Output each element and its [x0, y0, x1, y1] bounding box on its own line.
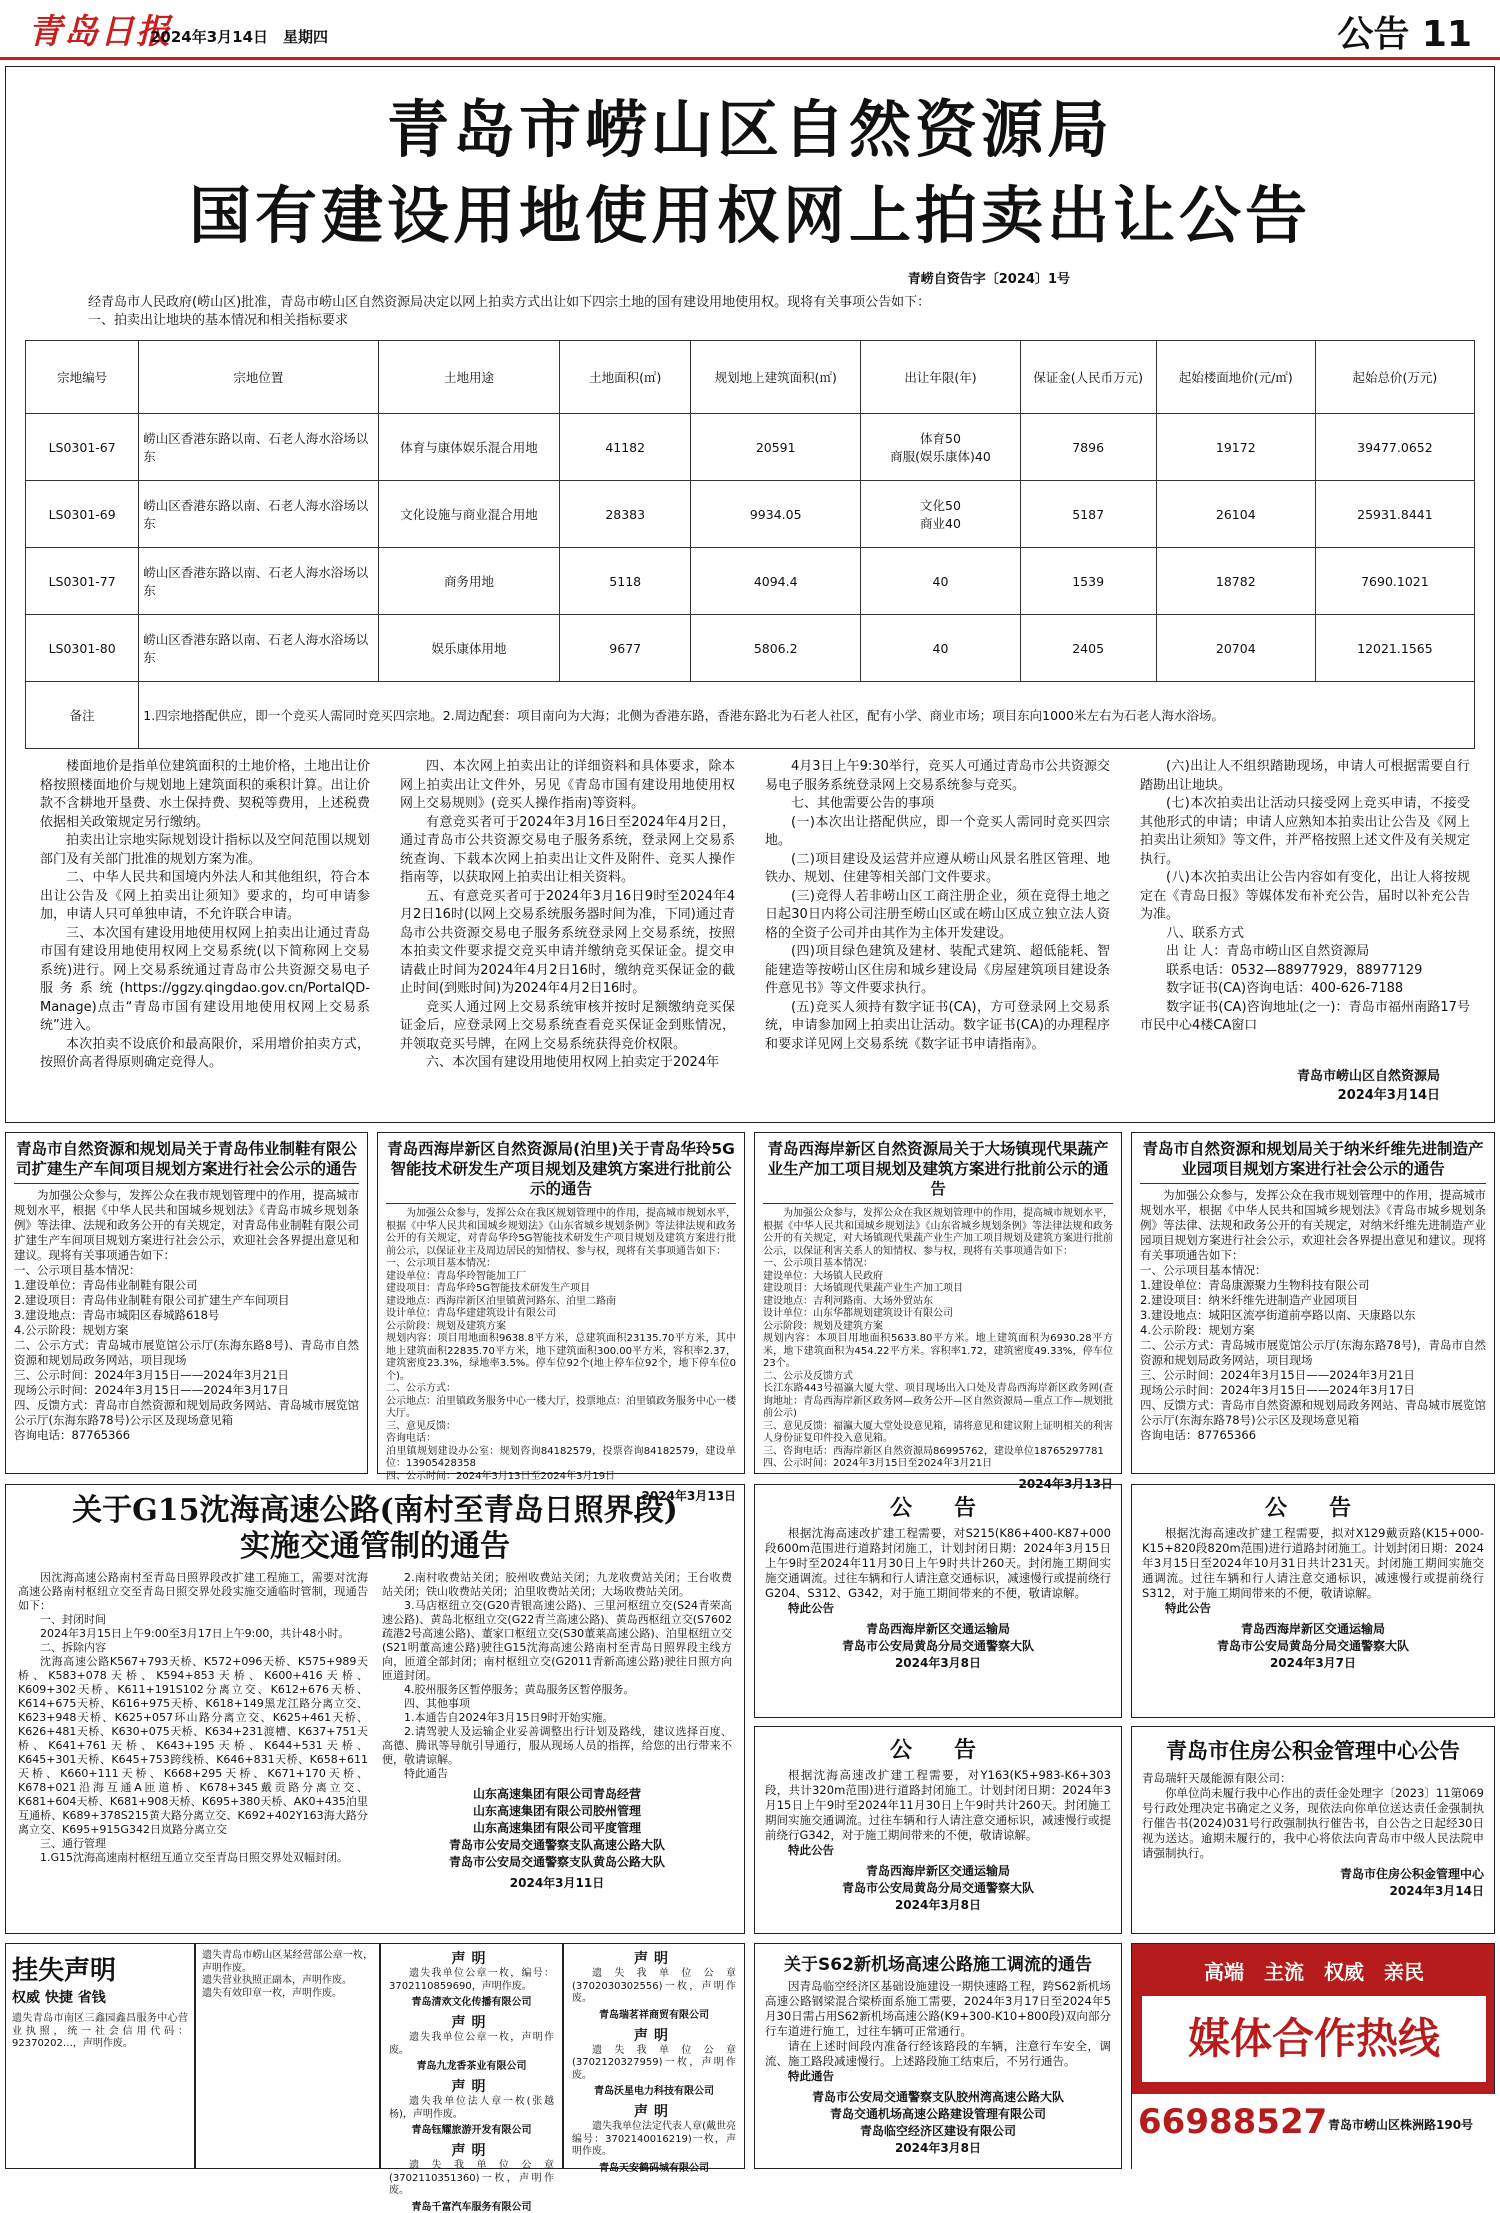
table-row [26, 615, 1475, 682]
table-header-cell: 保证金(人民币万元) [1020, 341, 1156, 414]
table-body [26, 414, 1475, 682]
notice-dachang-fruit [754, 1132, 1122, 1491]
g15-date: 2024年3月11日 [509, 1876, 605, 1890]
notice-line: 泊里镇规划建设办公室：规划咨询84182579，投票咨询84182579，建设单位：13905428358 [386, 1445, 736, 1469]
paragraph: (三)竞得人若非崂山区工商注册企业，须在竞得土地之日起30日内将公司注册至崂山区或在崂山区成立独立法人资格的全资子公司并由其作为主体开发建设。 [765, 888, 1110, 941]
main-title-2: 国有建设用地使用权网上拍卖出让公告 [188, 179, 1311, 252]
notice-line: 1.建设单位：青岛伟业制鞋有限公司 [14, 1278, 198, 1292]
table-cell: 39477.0652 [1315, 414, 1474, 481]
table-cell: 1539 [1020, 548, 1156, 615]
section-label: 公告 11 [1337, 14, 1472, 55]
table-cell: 19172 [1156, 414, 1315, 481]
announcement-title: 公 告 [889, 1496, 986, 1521]
table-row [26, 414, 1475, 481]
main-column-1 [40, 758, 370, 1073]
g15-sign: 山东高速集团有限公司平度管理 [472, 1821, 641, 1835]
notice-body [1140, 1188, 1486, 1443]
notice-line: 四、公示时间：2024年3月13日至2024年3月19日 [386, 1470, 616, 1482]
notice-line: 三、咨询电话：西海岸新区自然资源局86995762，建设单位18765297781 [763, 1445, 1104, 1457]
paragraph: 三、本次国有建设用地使用权网上拍卖出让通过青岛市国有建设用地使用权网上交易系统(以下简称网上交易系统)进行。网上交易系统通过青岛市公共资源交易电子服务系统(https://ggzy.qingdao.gov.cn/PortalQD-Manage)点击“青岛市国有建设用地使用权网上交易系统”进入。 [40, 925, 370, 1033]
declarations-column-2 [563, 1943, 745, 2174]
paragraph: 六、本次国有建设用地使用权网上拍卖定于2024年 [426, 1055, 720, 1070]
notice-line: 为加强公众参与，发挥公众在我区规划管理中的作用，提高城市规划水平，根据《中华人民共和国城乡规划法》《山东省城乡规划条例》等法律法规和政务公开的有关规定，对大场镇现代果蔬产业生产加工项目规划及建筑方案进行批前公示，以保证利害关系人的知情权、参与权，现将有关事项通告如下： [763, 1208, 1113, 1257]
lost-notice-item: 遗失营业执照正副本，声明作废。 [202, 1975, 352, 1986]
g15-line: 一、封闭时间 [40, 1613, 106, 1626]
g15-line: 2024年3月15日上午9:00至3月17日上午9:00，共计48小时。 [40, 1627, 350, 1640]
notice-line: 一、公示项目基本情况： [1140, 1263, 1267, 1277]
paragraph: 数字证书(CA)咨询电话：400-626-7188 [1166, 981, 1404, 996]
paragraph: 四、本次网上拍卖出让的详细资料和具体要求，除本网上拍卖出让文件外，另见《青岛市国有建设用地使用权网上交易规则》(竞买人操作指南)等资料。 [400, 759, 735, 811]
table-header-cell: 起始总价(万元) [1315, 341, 1474, 414]
announcement-end: 特此公告 [1165, 1601, 1211, 1615]
announcement-date: 2024年3月8日 [894, 1898, 982, 1912]
g15-sign: 青岛市公安局交通警察支队高速公路大队 [448, 1838, 665, 1852]
announcement-body: 根据沈海高速改扩建工程需要，对S215(K86+400-K87+000段600m范围进行道路封闭施工，计划封闭日期：2024年3月15日上午9时至2024年11月30日上午9时共计260天。封闭施工期间实施交通调流。过往车辆和行人请注意交通标识，减速慢行或提前绕行G204、S312、G342，对于施工期间带来的不便，敬请谅解。 [765, 1526, 1111, 1600]
notice-line: 建设单位：大场镇人民政府 [763, 1270, 883, 1282]
notice-line: 3.建设地点：青岛市城阳区春城路618号 [14, 1308, 220, 1322]
paragraph: 4月3日上午9:30举行，竞买人可通过青岛市公共资源交易电子服务系统登录网上交易系统参与竞买。 [765, 759, 1110, 793]
g15-columns [18, 1571, 732, 1891]
s62-body-2: 请在上述时间段内准备行经该路段的车辆，注意行车安全，调流、施工路段减速慢行。上述路段施工结束后，不另行通告。 [765, 2039, 1111, 2068]
lost-notice-item: 遗失青岛市南区三鑫园鑫昌服务中心营业执照，统一社会信用代码：92370202…，声明作废。 [12, 2013, 188, 2049]
paragraph: 五、有意竞买者可于2024年3月16日9时至2024年4月2日16时(以网上交易系统服务器时间为准，下同)通过青岛市公共资源交易电子服务系统登录网上交易系统，按照本拍卖文件要求提交竞买申请并缴纳竞买保证金。提交申请截止时间为2024年4月2日16时，缴纳竞买保证金的截止时间(到账时间)为2024年4月2日16时。 [400, 888, 735, 996]
notice-title: 青岛市自然资源和规划局关于青岛伟业制鞋有限公司扩建生产车间项目规划方案进行社会公示的通告 [14, 1139, 359, 1184]
notice-line: 四、公示时间：2024年3月15日至2024年3月21日 [763, 1458, 993, 1469]
paragraph: 出 让 人：青岛市崂山区自然资源局 [1166, 944, 1370, 959]
notice-line: 4.公示阶段：规划方案 [14, 1323, 129, 1337]
paragraph: 拍卖出让宗地实际规划设计指标以及空间范围以规划部门及有关部门批准的规划方案为准。 [40, 833, 370, 867]
notice-line: 一、公示项目基本情况： [386, 1258, 496, 1269]
s62-body: 因青岛临空经济区基础设施建设一期快速路工程，跨S62新机场高速公路钢梁混合梁桥面系施工需要，2024年3月17日至2024年5月30日需占用S62新机场高速公路(K9+300-K10+800段)双向部分行车道进行施工，过往车辆可正常通行。 [765, 1979, 1111, 2038]
table-header-cell: 出让年限(年) [861, 341, 1020, 414]
notice-title: 青岛市自然资源和规划局关于纳米纤维先进制造产业园项目规划方案进行社会公示的通告 [1140, 1139, 1486, 1184]
table-cell: 20591 [690, 414, 861, 481]
g15-line: 2.请驾驶人及运输企业妥善调整出行计划及路线，建议选择百度、高德、腾讯等导航引导通行，服从现场人员的指挥，给您的出行带来不便，敬请谅解。 [382, 1725, 732, 1766]
declarations-column-1 [380, 1943, 563, 2213]
ad-phone[interactable]: 66988527 [1138, 2102, 1328, 2142]
table-cell: 12021.1565 [1315, 615, 1474, 682]
announcement-end: 特此公告 [788, 1601, 834, 1615]
table-cell: 4094.4 [690, 548, 861, 615]
declaration-title: 声明 [451, 1951, 492, 1967]
table-header-cell: 规划地上建筑面积(㎡) [690, 341, 861, 414]
announcement-sign-1: 青岛西海岸新区交通运输局 [865, 1864, 1010, 1878]
paragraph: 楼面地价是指单位建筑面积的土地价格，土地出让价格按照楼面地价与规划地上建筑面积的乘积计算。出让价款不含耕地开垦费、水土保持费、契税等费用，上述税费依据相关政策规定另行缴纳。 [40, 759, 370, 830]
announcement-body: 根据沈海高速改扩建工程需要，对Y163(K5+983-K6+303段，共计320m范围)进行道路封闭施工。计划封闭日期：2024年3月15日上午9时至2024年11月30日上午9时共计260天。封闭施工期间实施交通调流。过往车辆和行人请注意交通标识，减速慢行或提前绕行G342，对于施工期间带来的不便，敬请谅解。 [765, 1768, 1111, 1842]
declaration-signer: 青岛九龙香茶业有限公司 [416, 2061, 527, 2072]
paragraph: (一)本次出让搭配供应，即一个竞买人需同时竞买四宗地。 [765, 814, 1110, 848]
g15-line: 1.G15沈海高速南村枢纽互通立交至青岛日照交界处双幅封闭。 [40, 1851, 349, 1864]
table-cell: 文化50 商业40 [861, 481, 1020, 548]
table-cell: 崂山区香港东路以南、石老人海水浴场以东 [139, 615, 378, 682]
s62-traffic-notice [754, 1943, 1122, 2169]
table-cell: 5118 [560, 548, 690, 615]
g15-line: 因沈海高速公路南村至青岛日照界段改扩建工程施工，需要对沈海高速公路南村枢纽立交至青岛日照交界处段实施交通临时管制，现通告如下： [18, 1571, 368, 1612]
declaration-text: 遗失我单位公章一枚，声明作废。 [389, 2032, 554, 2056]
declaration-text: 遗失我单位法人章一枚(张越杨)，声明作废。 [389, 2096, 554, 2120]
housing-fund-notice [1131, 1726, 1495, 1934]
notice-line: 咨询电话：87765366 [14, 1428, 131, 1442]
intro-text [88, 294, 1408, 330]
g15-line: 四、其他事项 [404, 1697, 470, 1710]
paragraph: (五)竞买人须持有数字证书(CA)，方可登录网上交易系统，申请参加网上拍卖出让活动。数字证书(CA)的办理程序和要求详见网上交易系统《数字证书申请指南》。 [765, 999, 1110, 1052]
table-cell: 7690.1021 [1315, 548, 1474, 615]
table-cell: 崂山区香港东路以南、石老人海水浴场以东 [139, 414, 378, 481]
main-sign-date: 2024年3月14日 [1337, 1087, 1440, 1103]
main-column-4 [1140, 758, 1470, 1036]
g15-line: 沈海高速公路K567+793天桥、K572+096天桥、K575+989天桥、K583+078天桥、K594+853天桥、K600+416天桥、K609+302天桥、K611+191S102分离立交、K612+676天桥、K614+675天桥、K616+975天桥、K618+149黑龙江路分离立交、K623+948天桥、K625+057环山路分离立交、K625+461天桥、K626+481天桥、K630+075天桥、K634+231渡槽、K637+751天桥、K641+761天桥、K643+195天桥、K644+531天桥、K645+301天桥、K645+753跨线桥、K646+831天桥、K658+611天桥、K660+111天桥、K668+295天桥、K671+170天桥、K678+021沿海互通A匝道桥、K678+345戴贡路分离立交、K681+604天桥、K681+908天桥、K695+380天桥、AK0+435泊里互通桥、K689+378S215黄大路分离立交、K692+402Y163海大路分离立交、K695+915G342日岚路分离立交 [18, 1655, 368, 1836]
intro-line-1: 经青岛市人民政府(崂山区)批准，青岛市崂山区自然资源局决定以网上拍卖方式出让如下四宗土地的国有建设用地使用权。现将有关事项公告如下： [88, 295, 931, 310]
media-hotline-ad [1131, 1943, 1495, 2169]
table-cell: LS0301-67 [26, 414, 139, 481]
notice-nanofiber [1131, 1132, 1495, 1474]
paragraph: (六)出让人不组织踏勘现场，申请人可根据需要自行踏勘出让地块。 [1140, 759, 1470, 793]
paragraph: (四)项目绿色建筑及建材、装配式建筑、超低能耗、智能建造等按崂山区住房和城乡建设局《房屋建筑项目建设条件意见书》等文件要求执行。 [765, 944, 1110, 996]
notice-line: 4.公示阶段：规划方案 [1140, 1323, 1255, 1337]
notice-line: 公示阶段：规划及建筑方案 [763, 1320, 883, 1332]
notice-line: 一、公示项目基本情况： [763, 1258, 873, 1269]
table-header-cell: 起始楼面地价(元/㎡) [1156, 341, 1315, 414]
note-label: 备注 [26, 682, 139, 749]
declaration-text: 遗失我单位公章一枚，编号：3702110859690，声明作废。 [389, 1968, 554, 1992]
notice-line: 一、公示项目基本情况： [14, 1263, 141, 1277]
notice-hualing-5g [377, 1132, 745, 1503]
lost-notice-slogan: 权威 快捷 省钱 [12, 1990, 106, 2006]
paragraph: 联系电话：0532—88977929，88977129 [1166, 962, 1423, 978]
declaration-title: 声明 [451, 2079, 492, 2095]
table-cell: 崂山区香港东路以南、石老人海水浴场以东 [139, 481, 378, 548]
notice-line: 二、公示方式： [386, 1383, 456, 1394]
declaration-signer: 青岛天安鹤码城有限公司 [599, 2162, 709, 2174]
ad-title: 媒体合作热线 [1142, 1996, 1486, 2082]
declaration-title: 声明 [451, 2015, 492, 2031]
table-cell: 26104 [1156, 481, 1315, 548]
note-text: 1.四宗地搭配供应，即一个竞买人需同时竞买四宗地。2.周边配套：项目南向为大海；北侧为香港东路，香港东路北为石老人社区，配有小学、商业市场；项目东向1000米左右为石老人海水浴场。 [139, 682, 1475, 749]
notice-date: 2024年3月13日 [1018, 1476, 1113, 1491]
issue-date: 2024年3月14日 星期四 [150, 28, 329, 46]
paragraph: 本次拍卖不设底价和最高限价，采用增价拍卖方式，按照价高者得原则确定竞得人。 [40, 1036, 370, 1070]
table-header-cell: 宗地位置 [139, 341, 378, 414]
notice-line: 四、反馈方式：青岛市自然资源和规划局政务网站、青岛城市展览馆公示厅(东海东路78号)公示区及现场意见箱 [14, 1398, 359, 1427]
table-note-row [26, 682, 1475, 749]
paragraph: (八)本次拍卖出让公告内容如有变化，出让人将按规定在《青岛日报》等媒体发布补充公告，届时以补充公告为准。 [1140, 870, 1470, 922]
announcement-end: 特此公告 [788, 1843, 834, 1857]
notice-line: 二、公示及反馈方式 [763, 1370, 853, 1382]
table-header-row [26, 341, 1475, 414]
announcement-sign-2: 青岛市公安局黄岛分局交通警察大队 [1216, 1639, 1409, 1653]
declaration-signer: 青岛瑞茗祥商贸有限公司 [599, 2009, 709, 2021]
lost-notice-heading: 挂失声明 [12, 1956, 117, 1986]
announcement-x129 [1131, 1484, 1495, 1718]
s62-sign-2: 青岛交通机场高速公路建设管理有限公司 [829, 2107, 1046, 2121]
table-cell: 40 [861, 615, 1020, 682]
paragraph: (七)本次拍卖出让活动只接受网上竞买申请，不接受其他形式的申请；申请人应熟知本拍卖出让公告及《网上拍卖出让须知》等文件，并严格按照上述文件及有关规定执行。 [1140, 796, 1470, 867]
g15-right-column [382, 1571, 732, 1891]
s62-sign-1: 青岛市公安局交通警察支队胶州湾高速公路大队 [811, 2090, 1064, 2104]
declaration-signer: 青岛沃星电力科技有限公司 [594, 2086, 714, 2097]
notice-line: 为加强公众参与，发挥公众在我市规划管理中的作用，提高城市规划水平，根据《中华人民共和国城乡规划法》《青岛市城乡规划条例》等法律、法规和政务公开的有关规定，对青岛伟业制鞋有限公司扩建生产车间项目规划方案进行社会公示，欢迎社会各界提出意见和建议。现将有关事项通告如下： [14, 1188, 359, 1262]
notice-shoe-factory [5, 1132, 368, 1474]
notice-body [14, 1188, 359, 1443]
notice-body [386, 1208, 736, 1483]
notice-line: 规划内容：项目用地面积9638.8平方米，总建筑面积23135.70平方米，其中地上建筑面积22835.70平方米，地下建筑面积300.00平方米，容积率2.37，建筑密度23.3%，绿地率3.5%。停车位92个(地上停车位92个，地下停车位0个)。 [386, 1333, 736, 1382]
paragraph: 有意竞买者可于2024年3月16日至2024年4月2日，通过青岛市公共资源交易电子服务系统，登录网上交易系统查询、下载本次网上拍卖出让文件及附件、竞买人操作指南等，以获取网上拍卖出让相关资料。 [400, 814, 735, 885]
table-cell: 9677 [560, 615, 690, 682]
notice-line: 建设地点：吉利河路南、大场外贸站东 [763, 1295, 933, 1307]
g15-line: 4.胶州服务区暂停服务；黄岛服务区暂停服务。 [404, 1683, 635, 1696]
g15-line: 2.南村收费站关闭；胶州收费站关闭；九龙收费站关闭；王台收费站关闭；铁山收费站关闭；泊里收费站关闭；大场收费站关闭。 [382, 1571, 732, 1598]
g15-line: 特此通告 [404, 1767, 448, 1780]
table-cell: 18782 [1156, 548, 1315, 615]
table-cell: LS0301-80 [26, 615, 139, 682]
notice-line: 建设单位：青岛华玲智能加工厂 [386, 1270, 526, 1282]
table-cell: 7896 [1020, 414, 1156, 481]
main-signature [1140, 1068, 1440, 1105]
table-cell: 2405 [1020, 615, 1156, 682]
table-cell: 25931.8441 [1315, 481, 1474, 548]
table-cell: 41182 [560, 414, 690, 481]
lost-notice-ad [5, 1943, 195, 2169]
g15-line: 1.本通告自2024年3月15日9时开始实施。 [404, 1711, 614, 1724]
notice-line: 二、公示方式：青岛城市展览馆公示厅(东海东路78号)，青岛市自然资源和规划局政务网站，项目现场 [1140, 1338, 1486, 1367]
notice-line: 建设项目：青岛华玲5G智能技术研发生产项目 [386, 1283, 591, 1294]
g15-sign: 青岛市公安局交通警察支队黄岛公路大队 [448, 1855, 665, 1869]
table-cell: 9934.05 [690, 481, 861, 548]
s62-sign-3: 青岛临空经济区建设有限公司 [859, 2124, 1016, 2138]
paragraph: 竞买人通过网上交易系统审核并按时足额缴纳竞买保证金后，应登录网上交易系统查看竞买保证金到账情况，并领取竞买号牌，在网上交易系统获得竞价权限。 [400, 999, 735, 1052]
notice-line: 1.建设单位：青岛康源聚力生物科技有限公司 [1140, 1278, 1370, 1292]
land-table [25, 340, 1475, 749]
notice-line: 2.建设项目：青岛伟业制鞋有限公司扩建生产车间项目 [14, 1293, 290, 1307]
table-cell: 体育50 商服(娱乐康体)40 [861, 414, 1020, 481]
notice-line: 咨询电话： [386, 1433, 436, 1444]
g15-line: 二、拆除内容 [40, 1641, 106, 1654]
notice-line: 公示地点：泊里镇政务服务中心一楼大厅，投票地点：泊里镇政务服务中心一楼大厅。 [386, 1395, 736, 1419]
table-cell: 5187 [1020, 481, 1156, 548]
table-header-cell: 土地面积(㎡) [560, 341, 690, 414]
table-cell: 崂山区香港东路以南、石老人海水浴场以东 [139, 548, 378, 615]
main-title-1: 青岛市崂山区自然资源局 [386, 93, 1113, 166]
table-cell: 5806.2 [690, 615, 861, 682]
announcement-date: 2024年3月8日 [894, 1656, 982, 1670]
table-cell: 娱乐康体用地 [378, 615, 560, 682]
declaration-title: 声明 [634, 2104, 674, 2120]
notice-line: 三、意见反馈：福瀛大厦大堂处设意见箱，请将意见和建议附上证明相关的利害人身份证复印件投入意见箱。 [763, 1420, 1113, 1444]
notice-line: 2.建设项目：纳米纤维先进制造产业园项目 [1140, 1293, 1358, 1307]
paragraph: (二)项目建设及运营并应遵从崂山风景名胜区管理、地铁办、规划、住建等相关部门文件要求。 [765, 851, 1110, 885]
announcement-title: 公 告 [1264, 1496, 1361, 1521]
announcement-y163 [754, 1726, 1122, 1934]
main-sign-org: 青岛市崂山区自然资源局 [1296, 1069, 1440, 1084]
notice-line: 四、反馈方式：青岛市自然资源和规划局政务网站、青岛城市展览馆公示厅(东海东路78号)公示区及现场意见箱 [1140, 1398, 1486, 1427]
notice-line: 现场公示时间：2024年3月15日——2024年3月17日 [14, 1383, 289, 1397]
declaration-signer: 青岛清欢文化传播有限公司 [411, 1997, 532, 2008]
s62-date: 2024年3月8日 [894, 2141, 982, 2155]
table-row [26, 548, 1475, 615]
announcement-s215 [754, 1484, 1122, 1718]
s62-title: 关于S62新机场高速公路施工调流的通告 [784, 1955, 1092, 1975]
announcement-date: 2024年3月7日 [1269, 1656, 1357, 1670]
notice-line: 三、公示时间：2024年3月15日——2024年3月21日 [1140, 1368, 1415, 1382]
housing-fund-addressee: 青岛瑞轩天晟能源有限公司： [1142, 1771, 1292, 1785]
main-column-3 [765, 758, 1110, 1054]
notice-line: 二、公示方式：青岛城市展览馆公示厅(东海东路8号)、青岛市自然资源和规划局政务网站，项目现场 [14, 1338, 359, 1367]
announcement-sign-1: 青岛西海岸新区交通运输局 [865, 1622, 1010, 1636]
g15-right-text [382, 1571, 732, 1781]
notice-line: 设计单位：山东华都规划建筑设计有限公司 [763, 1308, 953, 1319]
notice-line: 公示阶段：规划及建筑方案 [386, 1320, 506, 1332]
declaration-title: 声明 [634, 1951, 674, 1967]
housing-fund-title: 青岛市住房公积金管理中心公告 [1166, 1739, 1460, 1763]
housing-fund-sign: 青岛市住房公积金管理中心 [1339, 1867, 1484, 1881]
paragraph: 八、联系方式 [1166, 925, 1245, 941]
table-cell: LS0301-69 [26, 481, 139, 548]
g15-line: 三、通行管理 [40, 1837, 106, 1850]
announcement-title: 公 告 [889, 1738, 986, 1763]
declaration-text: 遗失我单位公章(3702120327959)一枚，声明作废。 [572, 2044, 736, 2081]
paragraph: 数字证书(CA)咨询地址(之一)：青岛市福州南路17号市民中心4楼CA窗口 [1140, 999, 1470, 1033]
main-column-2 [400, 758, 735, 1073]
notice-line: 为加强公众参与，发挥公众在我市规划管理中的作用，提高城市规划水平，根据《中华人民共和国城乡规划法》《青岛市城乡规划条例》等法律、法规和政务公开的有关规定，对纳米纤维先进制造产业园项目规划方案进行社会公示，欢迎社会各界提出意见和建议。现将有关事项通告如下： [1140, 1188, 1486, 1262]
notice-line: 建设项目：大场镇现代果蔬产业生产加工项目 [763, 1283, 963, 1294]
lost-notice-list [195, 1943, 380, 2169]
g15-sign: 山东高速集团有限公司青岛经营 [472, 1787, 641, 1801]
announcement-sign-2: 青岛市公安局黄岛分局交通警察大队 [841, 1639, 1034, 1653]
housing-fund-body: 你单位尚未履行我中心作出的责任金处理字〔2023〕11第069号行政处理决定书确定之义务，现依法向你单位送达责任金强制执行催告书(2024)031号行政强制执行催告书，自公告之日起经30日视为送达。逾期未履行的，我中心将依法向青岛市中级人民法院申请强制执行。 [1142, 1786, 1484, 1860]
notice-line: 规划内容：本项目用地面积5633.80平方米。地上建筑面积为6930.28平方米，地下建筑面积为454.22平方米。容积率1.72，建筑密度49.33%，停车位23个。 [763, 1333, 1113, 1369]
declaration-title: 声明 [634, 2027, 674, 2044]
declaration-text: 遗失我单位公章(3702030302556)一枚，声明作废。 [572, 1968, 736, 2004]
announcement-sign-1: 青岛西海岸新区交通运输局 [1240, 1622, 1385, 1636]
table-cell: 体育与康体娱乐混合用地 [378, 414, 560, 481]
table-row [26, 481, 1475, 548]
housing-fund-date: 2024年3月14日 [1389, 1884, 1484, 1898]
table-cell: 40 [861, 548, 1020, 615]
declaration-text: 遗失我单位公章(3702110351360)一枚，声明作废。 [389, 2160, 554, 2196]
intro-line-2: 一、拍卖出让地块的基本情况和相关指标要求 [88, 313, 349, 328]
table-cell: 20704 [1156, 615, 1315, 682]
declaration-signer: 青岛钰耀旅游开发有限公司 [411, 2125, 532, 2136]
notice-line: 三、意见反馈： [386, 1420, 456, 1432]
notice-line: 咨询电话：87765366 [1140, 1428, 1257, 1442]
lost-notice-item: 遗失有效印章一枚，声明作废。 [202, 1987, 342, 1999]
notice-line: 设计单位：青岛华建建筑设计有限公司 [386, 1308, 556, 1319]
paragraph: 二、中华人民共和国境内外法人和其他组织，符合本出让公告及《网上拍卖出让须知》要求的，均可申请参加，申请人只可单独申请，不允许联合申请。 [40, 870, 370, 922]
notice-date: 2024年3月13日 [641, 1489, 736, 1503]
table-cell: 文化设施与商业混合用地 [378, 481, 560, 548]
lost-notice-item: 遗失青岛市崂山区某经营部公章一枚，声明作废。 [202, 1950, 373, 1974]
table-cell: 商务用地 [378, 548, 560, 615]
notice-line: 为加强公众参与，发挥公众在我区规划管理中的作用，提高城市规划水平，根据《中华人民共和国城乡规划法》《山东省城乡规划条例》等法律法规和政务公开的有关规定，对青岛华玲5G智能技术研发生产项目规划及建筑方案进行批前公示，以保证业主及周边居民的知情权、参与权，现将有关事项通告如下： [386, 1208, 736, 1257]
notice-title: 青岛西海岸新区自然资源局关于大场镇现代果蔬产业生产加工项目规划及建筑方案进行批前公示的通告 [763, 1139, 1113, 1204]
declaration-signer: 青岛千富汽车服务有限公司 [411, 2201, 532, 2213]
table-cell: 28383 [560, 481, 690, 548]
announcement-body: 根据沈海高速改扩建工程需要，拟对X129戴贡路(K15+000-K15+820段820m范围)进行道路封闭施工。计划封闭日期：2024年3月15日至2024年10月31日共计231天。封闭施工期间实施交通调流。过往车辆和行人请注意交通标识，减速慢行或提前绕行S312，对于施工期间带来的不便，敬请谅解。 [1142, 1526, 1484, 1600]
document-number: 青崂自资告字〔2024〕1号 [907, 272, 1070, 287]
g15-traffic-notice [5, 1484, 745, 1934]
notice-title: 青岛西海岸新区自然资源局(泊里)关于青岛华玲5G智能技术研发生产项目规划及建筑方案进行批前公示的通告 [386, 1139, 736, 1204]
paragraph: 七、其他需要公告的事项 [791, 796, 935, 811]
g15-left-column [18, 1571, 368, 1891]
declaration-title: 声明 [451, 2143, 492, 2159]
notice-line: 长江东路443号福瀛大厦大堂、项目现场出入口处及青岛西海岸新区政务网(查询地址：青岛西海岸新区政务网—政务公开—区自然资源局—重点工作—规划批前公示) [763, 1383, 1113, 1419]
ad-tags: 高端 主流 权威 亲民 [1204, 1960, 1424, 1984]
g15-title-2: 实施交通管制的通告 [240, 1529, 510, 1564]
g15-line: 3.马店枢纽立交(G20青银高速公路)、三里河枢纽立交(S24青荣高速公路)、黄岛北枢纽立交(G22青兰高速公路)、黄岛西枢纽立交(S7602疏港2号高速公路)、董家口枢纽立交(S30董莱高速公路)、泊里枢纽立交(S21明董高速公路)驶往G15沈海高速公路南村至青岛日照界段主线方向，匝道全部封闭；南村枢纽立交(G2011青新高速公路)驶往日照方向匝道封闭。 [382, 1599, 732, 1682]
announcement-sign-2: 青岛市公安局黄岛分局交通警察大队 [841, 1881, 1034, 1895]
g15-title-1: 关于G15沈海高速公路(南村至青岛日照界段) [72, 1493, 678, 1528]
notice-body [763, 1208, 1113, 1471]
ad-address: 青岛市崂山区株洲路190号 [1328, 2118, 1474, 2132]
notice-line: 3.建设地点：城阳区流亭街道前亭路以南、天康路以东 [1140, 1308, 1416, 1322]
notice-line: 三、公示时间：2024年3月15日——2024年3月21日 [14, 1368, 289, 1382]
notice-line: 现场公示时间：2024年3月15日——2024年3月17日 [1140, 1383, 1415, 1397]
g15-signatures [382, 1785, 732, 1870]
declaration-text: 遗失我单位法定代表人章(戴世亮编号：3702140016219)一枚，声明作废。 [572, 2121, 736, 2157]
table-header-cell: 土地用途 [378, 341, 560, 414]
g15-sign: 山东高速集团有限公司胶州管理 [472, 1804, 641, 1818]
s62-end: 特此通告 [788, 2069, 834, 2083]
notice-line: 建设地点：西海岸新区泊里镇黄河路东、泊里二路南 [386, 1295, 616, 1307]
table-header-cell: 宗地编号 [26, 341, 139, 414]
masthead-logo: 青岛日报 [28, 12, 172, 52]
table-cell: LS0301-77 [26, 548, 139, 615]
